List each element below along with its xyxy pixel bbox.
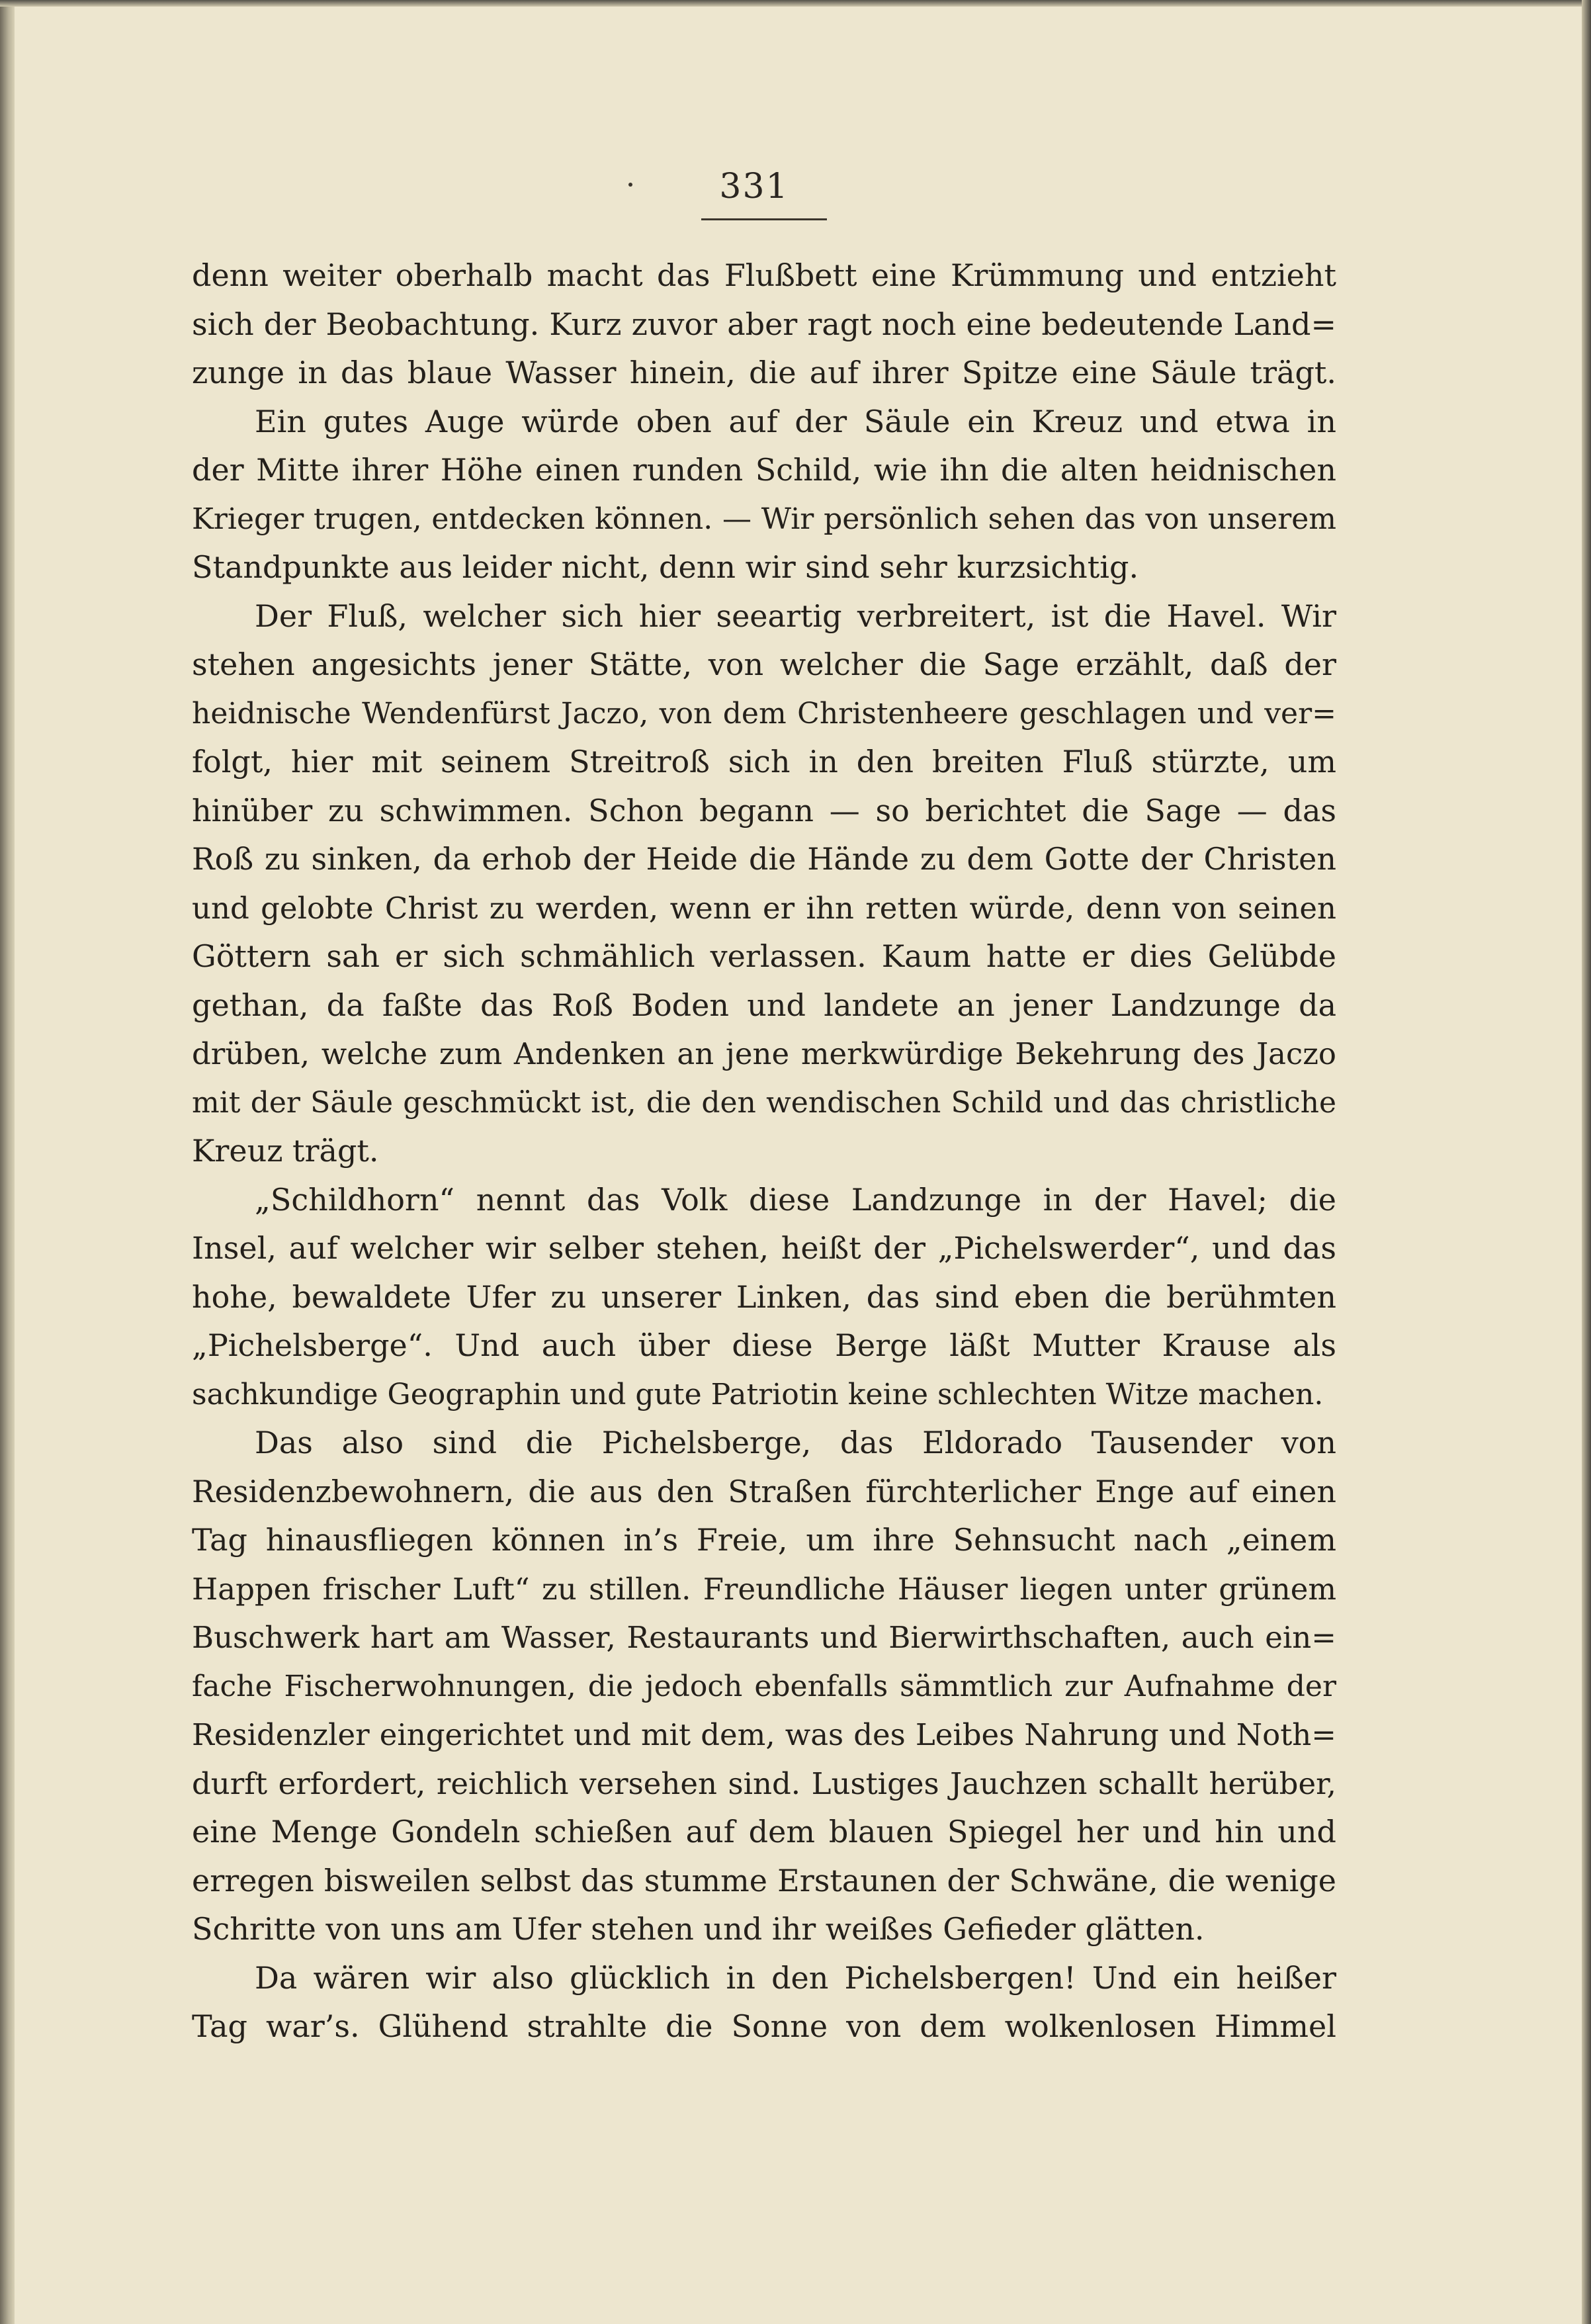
ink-speck: [628, 183, 632, 187]
page-number-rule: [701, 218, 827, 220]
text-line: mit der Säule geschmückt ist, die den wendischen Schild und das christliche: [192, 1085, 1336, 1120]
text-line: der Mitte ihrer Höhe einen runden Schild, wie ihn die alten heidnischen: [192, 452, 1336, 488]
text-line: denn weiter oberhalb macht das Flußbett eine Krümmung und entzieht: [192, 257, 1336, 293]
text-line: Da wären wir also glücklich in den Pichelsbergen! Und ein heißer: [255, 1959, 1336, 1996]
text-line: Der Fluß, welcher sich hier seeartig verbreitert, ist die Havel. Wir: [255, 598, 1336, 634]
text-line: hohe, bewaldete Ufer zu unserer Linken, das sind eben die berühmten: [192, 1278, 1336, 1315]
text-line: eine Menge Gondeln schießen auf dem blauen Spiegel her und hin und: [192, 1814, 1336, 1850]
text-line: Ein gutes Auge würde oben auf der Säule ein Kreuz und etwa in: [255, 403, 1336, 439]
text-line: sich der Beobachtung. Kurz zuvor aber ragt noch eine bedeutende Land=: [192, 306, 1336, 342]
text-line: Insel, auf welcher wir selber stehen, heißt der „Pichelswerder“, und das: [192, 1230, 1336, 1266]
page-binding-edge: [0, 0, 15, 2324]
text-line: Tag war’s. Glühend strahlte die Sonne von dem wolkenlosen Himmel: [192, 2008, 1336, 2044]
page-top-edge: [0, 0, 1591, 7]
text-line: erregen bisweilen selbst das stumme Erstaunen der Schwäne, die wenige: [192, 1862, 1336, 1899]
text-line: Happen frischer Luft“ zu stillen. Freundliche Häuser liegen unter grünem: [192, 1571, 1336, 1607]
text-line: Kreuz trägt.: [192, 1133, 379, 1169]
text-line: „Pichelsberge“. Und auch über diese Berge läßt Mutter Krause als: [192, 1327, 1336, 1363]
text-line: gethan, da faßte das Roß Boden und landete an jener Landzunge da: [192, 987, 1336, 1023]
text-line: drüben, welche zum Andenken an jene merkwürdige Bekehrung des Jaczo: [192, 1036, 1336, 1071]
text-line: sachkundige Geographin und gute Patriotin keine schlechten Witze machen.: [192, 1377, 1324, 1411]
page-right-edge: [1582, 0, 1591, 2324]
text-line: fache Fischerwohnungen, die jedoch ebenfalls sämmtlich zur Aufnahme der: [192, 1669, 1336, 1703]
body-text: [192, 251, 1336, 2051]
text-line: stehen angesichts jener Stätte, von welcher die Sage erzählt, daß der: [192, 647, 1336, 682]
text-line: und gelobte Christ zu werden, wenn er ihn retten würde, denn von seinen: [192, 890, 1336, 926]
text-line: Tag hinausfliegen können in’s Freie, um ihre Sehnsucht nach „einem: [192, 1522, 1336, 1558]
text-line: Standpunkte aus leider nicht, denn wir sind sehr kurzsichtig.: [192, 549, 1139, 585]
text-line: Residenzbewohnern, die aus den Straßen fürchterlicher Enge auf einen: [192, 1473, 1336, 1509]
text-line: heidnische Wendenfürst Jaczo, von dem Christenheere geschlagen und ver=: [192, 696, 1336, 731]
text-line: Residenzler eingerichtet und mit dem, was des Leibes Nahrung und Noth=: [192, 1717, 1336, 1752]
text-line: Buschwerk hart am Wasser, Restaurants und Bierwirthschaften, auch ein=: [192, 1620, 1336, 1655]
text-line: zunge in das blaue Wasser hinein, die auf ihrer Spitze eine Säule trägt.: [192, 355, 1336, 390]
text-line: Das also sind die Pichelsberge, das Eldorado Tausender von: [255, 1425, 1336, 1460]
text-line: hinüber zu schwimmen. Schon begann — so berichtet die Sage — das: [192, 792, 1336, 828]
text-line: durft erfordert, reichlich versehen sind. Lustiges Jauchzen schallt herüber,: [192, 1765, 1336, 1801]
text-line: folgt, hier mit seinem Streitroß sich in den breiten Fluß stürzte, um: [192, 744, 1336, 780]
text-line: „Schildhorn“ nennt das Volk diese Landzunge in der Havel; die: [255, 1181, 1336, 1218]
text-line: Schritte von uns am Ufer stehen und ihr weißes Gefieder glätten.: [192, 1911, 1205, 1947]
text-line: Göttern sah er sich schmählich verlassen. Kaum hatte er dies Gelübde: [192, 938, 1336, 974]
text-line: Krieger trugen, entdecken können. — Wir persönlich sehen das von unserem: [192, 502, 1336, 536]
page-number: 331: [719, 167, 789, 206]
text-line: Roß zu sinken, da erhob der Heide die Hände zu dem Gotte der Christen: [192, 841, 1336, 877]
